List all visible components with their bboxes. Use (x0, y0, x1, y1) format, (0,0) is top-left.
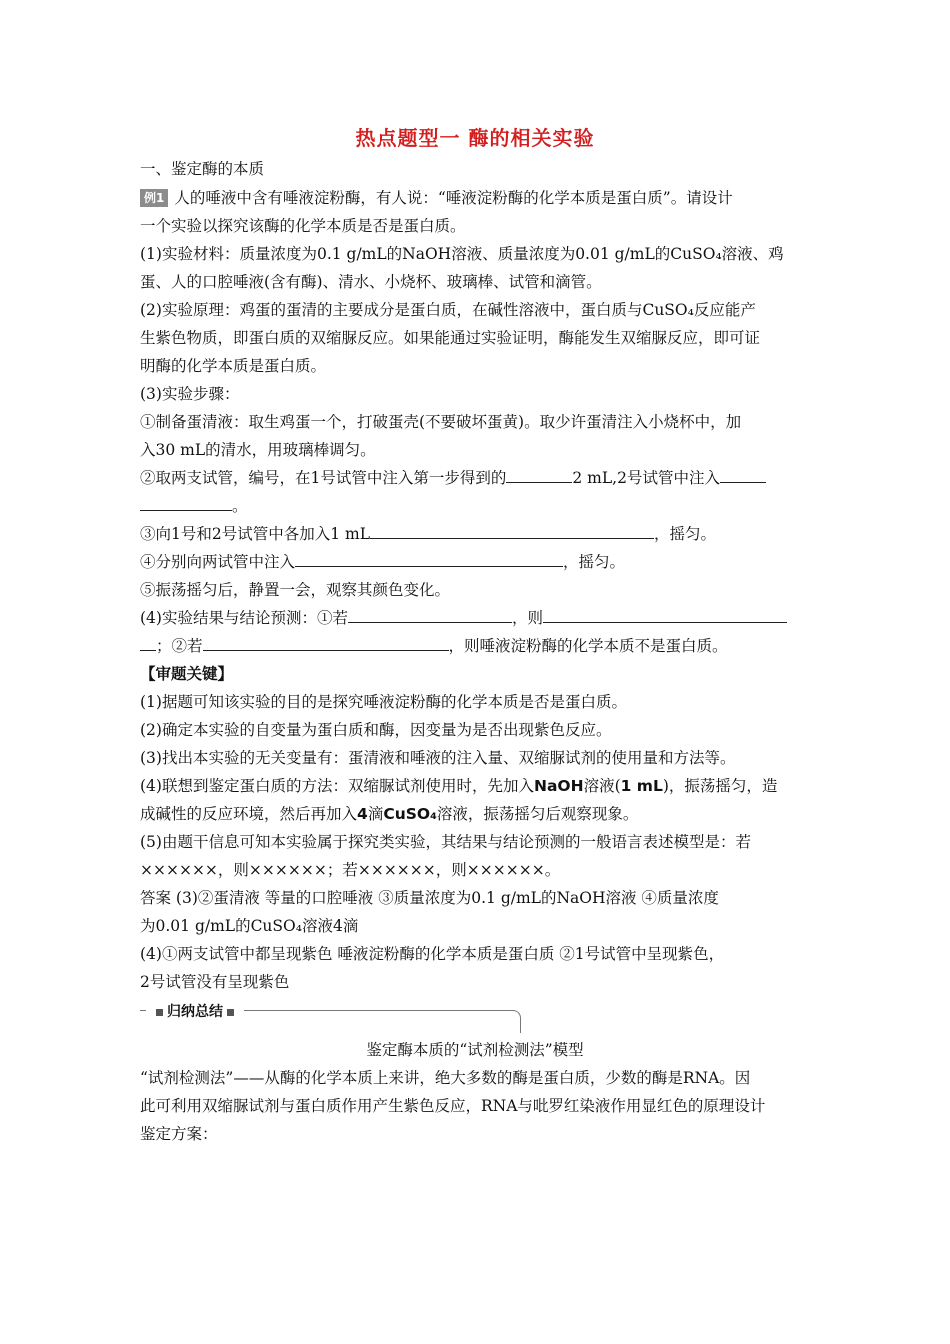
key-4-mid: 溶液( (583, 777, 621, 795)
step-4-end: ，摇匀。 (563, 553, 626, 571)
principle-line-3: 明酶的化学本质是蛋白质。 (140, 357, 327, 375)
page-title: 热点题型一 酶的相关实验 (355, 126, 595, 150)
materials-line-2: 蛋、人的口腔唾液(含有酶)、清水、小烧杯、玻璃棒、试管和滴管。 (140, 273, 602, 291)
result-line-2 (140, 632, 816, 660)
step-5-line: ⑤振荡摇匀后，静置一会，观察其颜色变化。 (140, 581, 451, 599)
key-4b-mid: 滴 (367, 805, 384, 823)
step-3-line (140, 520, 816, 548)
blank-field (140, 494, 232, 511)
summary-label (146, 1002, 244, 1022)
summary-line-3: 鉴定方案： (140, 1125, 218, 1143)
summary-line-2: 此可利用双缩脲试剂与蛋白质作用产生紫色反应，RNA与吡罗红染液作用显红色的原理设计 (140, 1097, 766, 1115)
square-icon (227, 1009, 234, 1016)
example-question-line-1 (140, 184, 816, 212)
section-heading: 一、鉴定酶的本质 (140, 160, 265, 178)
key-4b-end: 溶液，振荡摇匀后观察现象。 (436, 805, 639, 823)
square-icon (156, 1009, 163, 1016)
step-2-text: ②取两支试管，编号，在1号试管中注入第一步得到的 (140, 469, 507, 487)
summary-line-1: “试剂检测法”——从酶的化学本质上来讲，绝大多数的酶是蛋白质，少数的酶是RNA。因 (140, 1069, 751, 1087)
steps-heading: (3)实验步骤： (140, 385, 240, 403)
principle-line-1: (2)实验原理：鸡蛋的蛋清的主要成分是蛋白质，在碱性溶液中，蛋白质与CuSO₄反应能产 (140, 301, 756, 319)
blank-field (506, 466, 572, 483)
result-text-end: ，则唾液淀粉酶的化学本质不是蛋白质。 (448, 637, 728, 655)
step-3-text: ③向1号和2号试管中各加入1 mL (140, 525, 371, 543)
example-question-line-2: 一个实验以探究该酶的化学本质是否是蛋白质。 (140, 217, 466, 235)
key-point-5-line-1: (5)由题干信息可知本实验属于探究类实验，其结果与结论预测的一般语言表述模型是：若 (140, 833, 751, 851)
materials-line-1: (1)实验材料：质量浓度为0.1 g/mL的NaOH溶液、质量浓度为0.01 g/mL的CuSO₄溶液、鸡 (140, 245, 784, 263)
key-point-2: (2)确定本实验的自变量为蛋白质和酶，因变量为是否出现紫色反应。 (140, 721, 612, 739)
step-2-end: 。 (232, 497, 248, 515)
step-1-line-1: ①制备蛋清液：取生鸡蛋一个，打破蛋壳(不要破坏蛋黄)。取少许蛋清注入小烧杯中，加 (140, 413, 742, 431)
answer-line-4: 2号试管没有呈现紫色 (140, 973, 290, 991)
answer-line-3: (4)①两支试管中都呈现紫色 唾液淀粉酶的化学本质是蛋白质 ②1号试管中呈现紫色， (140, 945, 725, 963)
key-4-text: (4)联想到鉴定蛋白质的方法：双缩脲试剂使用时，先加入 (140, 777, 534, 795)
blank-field (370, 522, 654, 539)
key-4b-text: 成碱性的反应环境，然后再加入 (140, 805, 358, 823)
key-point-5-line-2: ××××××，则××××××；若××××××，则××××××。 (140, 861, 561, 879)
naoh-term: NaOH (533, 777, 584, 795)
example-badge: 例1 (140, 189, 168, 207)
step-2-line-1 (140, 464, 816, 492)
blank-field (140, 634, 156, 651)
blank-field (203, 634, 449, 651)
volume-term: 1 mL (620, 777, 663, 795)
step-4-line (140, 548, 816, 576)
key-point-1: (1)据题可知该实验的目的是探究唾液淀粉酶的化学本质是否是蛋白质。 (140, 693, 627, 711)
summary-title: 鉴定酶本质的“试剂检测法”模型 (366, 1041, 584, 1059)
blank-field (720, 466, 766, 483)
step-2-text-mid: 2 mL,2号试管中注入 (572, 469, 720, 487)
key-4-end: )，振荡摇匀，造 (662, 777, 778, 795)
blank-field (348, 606, 512, 623)
key-heading: 【审题关键】 (140, 665, 234, 683)
answer-line-2: 为0.01 g/mL的CuSO₄溶液4滴 (140, 917, 359, 935)
key-point-4-line-2 (140, 800, 816, 828)
blank-field (543, 606, 787, 623)
step-4-text: ④分别向两试管中注入 (140, 553, 296, 571)
answer-line-1: 答案 (3)②蛋清液 等量的口腔唾液 ③质量浓度为0.1 g/mL的NaOH溶液 ④质量浓度 (140, 889, 719, 907)
step-1-line-2: 入30 mL的清水，用玻璃棒调匀。 (140, 441, 376, 459)
step-2-line-2 (140, 492, 816, 520)
result-line-1 (140, 604, 816, 632)
principle-line-2: 生紫色物质，即蛋白质的双缩脲反应。如果能通过实验证明，酶能发生双缩脲反应，即可证 (140, 329, 761, 347)
result-text-mid: ，则 (511, 609, 543, 627)
step-3-end: ，摇匀。 (654, 525, 717, 543)
key-point-3: (3)找出本实验的无关变量有：蛋清液和唾液的注入量、双缩脲试剂的使用量和方法等。 (140, 749, 736, 767)
summary-label-text: 归纳总结 (167, 1004, 223, 1020)
result-text: (4)实验结果与结论预测：①若 (140, 609, 348, 627)
cuso4-term: CuSO₄ (383, 805, 437, 823)
question-text: 人的唾液中含有唾液淀粉酶，有人说：“唾液淀粉酶的化学本质是蛋白质”。请设计 (174, 189, 733, 207)
result-text-2: ；②若 (156, 637, 203, 655)
drops-count: 4 (357, 805, 368, 823)
blank-field (295, 550, 563, 567)
key-point-4-line-1 (140, 772, 816, 800)
